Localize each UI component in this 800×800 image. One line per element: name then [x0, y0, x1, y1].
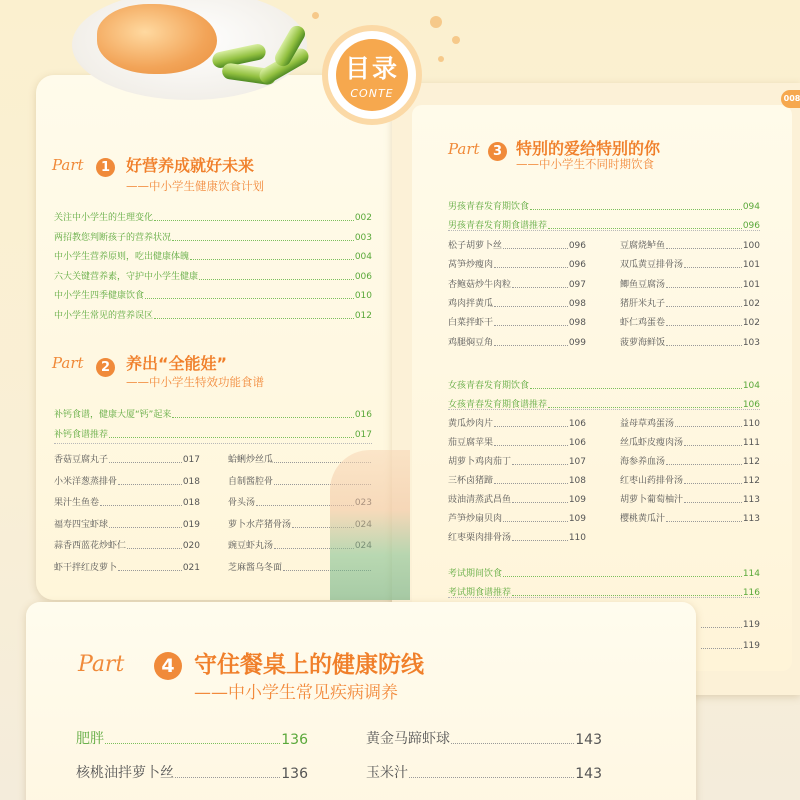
toc-entry[interactable]	[620, 511, 760, 524]
toc-entry[interactable]	[448, 397, 760, 410]
toc-entry-page: 010	[354, 291, 372, 302]
toc-entry-page: 136	[281, 766, 308, 782]
toc-entry[interactable]	[620, 416, 760, 429]
divider	[448, 409, 760, 410]
toc-entry-title: 六大关键营养素，守护中小学生健康	[54, 271, 199, 282]
toc-entry-page: 112	[742, 476, 760, 486]
toc-entry[interactable]	[448, 238, 586, 251]
toc-entry-page: 102	[742, 318, 760, 329]
toc-entry-page: 017	[354, 430, 372, 440]
toc-entry-page: 004	[354, 252, 372, 263]
toc-entry-title: 女孩青春发育期饮食	[448, 381, 530, 391]
part-number-badge: 4	[154, 652, 182, 680]
toc-entry-title: 男孩青春发育期饮食	[448, 202, 530, 212]
toc-entry-title: 中小学生常见的营养误区	[54, 311, 154, 321]
toc-entry-page: 116	[742, 587, 760, 598]
dot-leader	[684, 502, 742, 503]
dot-leader	[530, 388, 742, 389]
dot-leader	[109, 527, 182, 528]
toc-entry-title: 双瓜黄豆排骨汤	[620, 260, 684, 271]
decor-dot	[430, 16, 442, 28]
toc-entry-title: 丝瓜虾皮瘦肉汤	[620, 438, 684, 448]
toc-entry-title: 益母草鸡蛋汤	[620, 419, 675, 429]
toc-entry[interactable]	[620, 257, 760, 270]
toc-entry-page: 108	[568, 476, 586, 486]
toc-entry-page: 106	[568, 438, 586, 448]
part-number-badge: 2	[96, 358, 115, 377]
toc-entry-page: 002	[354, 213, 372, 223]
toc-entry[interactable]	[620, 454, 760, 467]
toc-entry-page: 101	[742, 260, 760, 271]
dot-leader	[503, 248, 568, 249]
toc-entry-title: 鸡肉拌黄瓜	[448, 298, 494, 309]
part-subtitle: ——中小学生特效功能食谱	[126, 375, 264, 389]
toc-entry[interactable]	[448, 530, 586, 543]
toc-entry-title: 豆腐烧鲈鱼	[620, 241, 666, 251]
dot-leader	[530, 209, 742, 210]
toc-entry[interactable]	[54, 230, 372, 243]
dot-leader	[172, 240, 354, 241]
toc-entry-title: 女孩青春发育期食谱推荐	[448, 399, 548, 410]
dot-leader	[512, 287, 568, 288]
toc-entry-page: 109	[568, 514, 586, 524]
toc-entry[interactable]	[448, 511, 586, 524]
divider	[448, 597, 760, 598]
toc-entry[interactable]	[620, 335, 760, 348]
decor-dot	[312, 12, 319, 19]
toc-entry-page: 136	[281, 732, 308, 748]
toc-entry[interactable]	[54, 249, 372, 262]
dot-leader	[118, 570, 182, 571]
dot-leader	[127, 548, 182, 549]
toc-entry[interactable]	[366, 762, 602, 782]
toc-entry-page: 096	[568, 241, 586, 251]
toc-entry[interactable]	[54, 427, 372, 440]
toc-entry-title: 玉米汁	[366, 765, 408, 781]
toc-entry[interactable]	[620, 435, 760, 448]
toc-entry[interactable]	[620, 238, 760, 251]
toc-entry[interactable]	[54, 308, 372, 321]
toc-entry-title: 黄金马蹄虾球	[366, 731, 450, 747]
toc-entry-page: 094	[742, 202, 760, 212]
toc-entry[interactable]	[620, 492, 760, 505]
toc-entry-title: 樱桃黄瓜汁	[620, 514, 666, 524]
toc-entry-page: 100	[742, 241, 760, 251]
toc-entry-title: 红枣栗肉排骨汤	[448, 533, 512, 543]
divider	[54, 443, 372, 444]
toc-entry-page: 018	[182, 498, 200, 508]
dot-leader	[494, 345, 568, 346]
toc-entry-page: 103	[742, 337, 760, 348]
toc-entry-page: 096	[568, 260, 586, 271]
dot-leader	[409, 777, 574, 778]
part-word: Part	[448, 140, 480, 158]
toc-entry[interactable]	[54, 495, 200, 508]
toc-entry[interactable]	[448, 492, 586, 505]
toc-entry-title: 核桃油拌萝卜丝	[76, 765, 174, 781]
toc-entry-page: 099	[568, 337, 586, 348]
dot-leader	[666, 306, 742, 307]
toc-entry[interactable]	[366, 728, 602, 748]
toc-entry-title: 关注中小学生的生理变化	[54, 213, 154, 223]
dot-leader	[512, 595, 742, 596]
dot-leader	[666, 521, 742, 522]
toc-entry-page: 143	[575, 766, 602, 782]
part-subtitle: ——中小学生常见疾病调养	[194, 683, 398, 703]
toc-entry-page: 006	[354, 271, 372, 282]
dot-leader	[684, 445, 742, 446]
toc-entry[interactable]	[54, 288, 372, 301]
dot-leader	[154, 220, 354, 221]
toc-entry-title: 胡萝卜葡萄柚汁	[620, 495, 684, 505]
part-title: 好营养成就好未来	[126, 156, 255, 175]
dot-leader	[494, 426, 568, 427]
child-photo	[330, 450, 410, 600]
toc-entry-title: 骨头汤	[228, 498, 256, 508]
toc-title: 目录	[344, 54, 399, 83]
dot-leader	[105, 743, 280, 744]
part-word: Part	[52, 354, 84, 372]
dot-leader	[548, 228, 742, 229]
part-subtitle: ——中小学生不同时期饮食	[516, 157, 654, 171]
dot-leader	[666, 287, 742, 288]
toc-entry-page: 016	[354, 410, 372, 420]
toc-entry-title: 考试期食谱推荐	[448, 587, 512, 598]
toc-title-english: CONTE	[350, 87, 394, 100]
toc-entry[interactable]	[54, 517, 200, 530]
toc-entry[interactable]	[76, 762, 308, 782]
toc-title-badge	[322, 25, 422, 125]
toc-entry-title: 男孩青春发育期食谱推荐	[448, 220, 548, 231]
dot-leader	[512, 540, 568, 541]
toc-entry-page: 096	[742, 220, 760, 231]
dot-leader	[199, 279, 354, 280]
toc-entry[interactable]	[54, 538, 200, 551]
toc-entry-title: 福寿四宝虾球	[54, 519, 109, 530]
dish-photo	[72, 0, 312, 115]
toc-entry-title: 海参养血汤	[620, 457, 666, 467]
toc-entry[interactable]	[448, 378, 760, 391]
dot-leader	[503, 576, 742, 577]
toc-entry-page: 019	[182, 519, 200, 530]
toc-entry-title: 蛤蜊炒丝瓜	[228, 455, 274, 465]
toc-entry[interactable]	[700, 641, 760, 651]
toc-entry-title: 鸡腿焖豆角	[448, 337, 494, 348]
dot-leader	[666, 464, 742, 465]
toc-entry-title: 小米洋葱蒸排骨	[54, 476, 118, 487]
toc-entry-title: 菠萝海鲜饭	[620, 337, 666, 348]
dot-leader	[172, 417, 353, 418]
toc-entry-title: 果汁生鱼卷	[54, 498, 100, 508]
part-title: 养出“全能娃”	[126, 354, 228, 373]
toc-entry[interactable]	[620, 473, 760, 486]
toc-entry-page: 003	[354, 232, 372, 243]
toc-entry[interactable]	[448, 435, 586, 448]
toc-title-inner	[336, 39, 408, 111]
toc-entry-title: 虾干拌红皮萝卜	[54, 562, 118, 573]
part-title: 守住餐桌上的健康防线	[194, 652, 424, 678]
toc-entry-page: 102	[742, 298, 760, 309]
toc-entry-page: 107	[568, 457, 586, 467]
dot-leader	[512, 464, 568, 465]
dot-leader	[494, 325, 568, 326]
dot-leader	[118, 484, 182, 485]
part-number-badge: 1	[96, 158, 115, 177]
toc-entry[interactable]	[448, 473, 586, 486]
dot-leader	[109, 437, 354, 438]
part-title: 特别的爱给特别的你	[516, 139, 661, 158]
toc-entry[interactable]	[448, 199, 760, 212]
toc-entry[interactable]	[448, 335, 586, 348]
toc-entry-title: 两招教您判断孩子的营养状况	[54, 232, 172, 243]
toc-entry-title: 杏鲍菇炒牛肉粒	[448, 279, 512, 290]
dot-leader	[684, 267, 742, 268]
toc-entry-page: 106	[568, 419, 586, 429]
toc-entry-title: 猪肝米丸子	[620, 298, 666, 309]
toc-entry-title: 芦笋炒扇贝肉	[448, 514, 503, 524]
toc-entry-page: 098	[568, 298, 586, 309]
toc-entry[interactable]	[76, 728, 308, 748]
toc-entry-title: 白菜拌虾干	[448, 318, 494, 329]
dot-leader	[451, 743, 574, 744]
toc-entry-title: 豉油清蒸武昌鱼	[448, 495, 512, 505]
dot-leader	[684, 483, 742, 484]
dot-leader	[701, 627, 742, 628]
toc-entry-page: 110	[742, 419, 760, 429]
toc-entry-title: 红枣山药排骨汤	[620, 476, 684, 486]
dot-leader	[675, 426, 742, 427]
toc-entry[interactable]	[448, 315, 586, 328]
toc-entry[interactable]	[620, 315, 760, 328]
toc-entry[interactable]	[54, 452, 200, 465]
dot-leader	[494, 445, 568, 446]
dot-leader	[494, 483, 568, 484]
toc-entry-page: 113	[742, 514, 760, 524]
toc-entry[interactable]	[448, 218, 760, 231]
toc-entry-title: 中小学生四季健康饮食	[54, 291, 145, 302]
dot-leader	[503, 521, 568, 522]
dot-leader	[190, 259, 354, 260]
toc-entry[interactable]	[448, 296, 586, 309]
part-number-badge: 3	[488, 142, 507, 161]
toc-entry-title: 鲫鱼豆腐汤	[620, 279, 666, 290]
toc-entry[interactable]	[54, 474, 200, 487]
toc-entry-title: 豌豆虾丸汤	[228, 541, 274, 551]
toc-entry[interactable]	[54, 269, 372, 282]
toc-entry-page: 018	[182, 476, 200, 487]
toc-entry-title: 补钙食谱推荐	[54, 430, 109, 440]
toc-entry-page: 113	[742, 495, 760, 505]
toc-entry-title: 胡萝卜鸡肉茄丁	[448, 457, 512, 467]
dot-leader	[494, 306, 568, 307]
toc-entry-title: 补钙食谱，健康大厦“钙”起来	[54, 410, 172, 420]
decor-dot	[438, 56, 444, 62]
toc-entry[interactable]	[700, 620, 760, 630]
toc-entry-title: 萝卜水芹猪骨汤	[228, 519, 292, 530]
dot-leader	[666, 325, 742, 326]
toc-entry[interactable]	[448, 454, 586, 467]
toc-entry-page: 106	[742, 399, 760, 410]
toc-entry-page: 097	[568, 279, 586, 290]
toc-entry-title: 肥胖	[76, 731, 104, 747]
toc-entry-page: 021	[182, 562, 200, 573]
dot-leader	[701, 648, 742, 649]
toc-entry-page: 020	[182, 541, 200, 551]
part-word: Part	[52, 156, 84, 174]
part-subtitle: ——中小学生健康饮食计划	[126, 179, 264, 193]
toc-entry[interactable]	[54, 560, 200, 573]
toc-entry[interactable]	[620, 296, 760, 309]
toc-entry-title: 考试期间饮食	[448, 569, 503, 579]
toc-entry-page: 110	[568, 533, 586, 543]
dot-leader	[100, 505, 182, 506]
toc-entry-page: 109	[568, 495, 586, 505]
toc-entry-title: 莴笋炒瘦肉	[448, 260, 494, 271]
part-word: Part	[78, 652, 125, 677]
toc-entry-page: 098	[568, 318, 586, 329]
dot-leader	[512, 502, 568, 503]
toc-entry-title: 三杯卤猪蹄	[448, 476, 494, 486]
omelette-image	[97, 4, 217, 74]
toc-entry-title: 中小学生营养原则，吃出健康体魄	[54, 252, 190, 263]
page-number-tab: 008	[781, 90, 800, 108]
toc-entry[interactable]	[54, 407, 372, 420]
dot-leader	[494, 267, 568, 268]
toc-entry-page: 111	[742, 438, 760, 448]
dot-leader	[154, 318, 354, 319]
divider	[448, 230, 760, 231]
toc-entry[interactable]	[448, 416, 586, 429]
dot-leader	[145, 298, 354, 299]
toc-entry-page: 101	[742, 279, 760, 290]
toc-entry[interactable]	[448, 566, 760, 579]
dot-leader	[109, 462, 182, 463]
toc-entry-page: 112	[742, 457, 760, 467]
dot-leader	[548, 407, 742, 408]
toc-entry[interactable]	[620, 277, 760, 290]
toc-entry-page: 012	[354, 311, 372, 321]
toc-entry-title: 芝麻酱乌冬面	[228, 562, 283, 573]
toc-entry-title: 蒜香西蓝花炒虾仁	[54, 541, 127, 551]
toc-entry-title: 香菇豆腐丸子	[54, 455, 109, 465]
toc-entry-page: 104	[742, 381, 760, 391]
toc-entry-title: 松子胡萝卜丝	[448, 241, 503, 251]
dot-leader	[175, 777, 280, 778]
dot-leader	[666, 345, 742, 346]
decor-dot	[452, 36, 460, 44]
toc-entry-title: 自制酱腔骨	[228, 476, 274, 487]
toc-entry-page: 119	[742, 641, 760, 651]
toc-entry[interactable]	[448, 277, 586, 290]
toc-entry[interactable]	[448, 257, 586, 270]
toc-entry[interactable]	[54, 210, 372, 223]
toc-entry[interactable]	[448, 585, 760, 598]
toc-entry-title: 虾仁鸡蛋卷	[620, 318, 666, 329]
toc-entry-page: 114	[742, 569, 760, 579]
toc-entry-title: 黄瓜炒肉片	[448, 419, 494, 429]
dot-leader	[666, 248, 742, 249]
toc-entry-page: 143	[575, 732, 602, 748]
toc-entry-page: 119	[742, 620, 760, 630]
toc-entry-page: 017	[182, 455, 200, 465]
toc-entry-title: 茄豆腐苹果	[448, 438, 494, 448]
